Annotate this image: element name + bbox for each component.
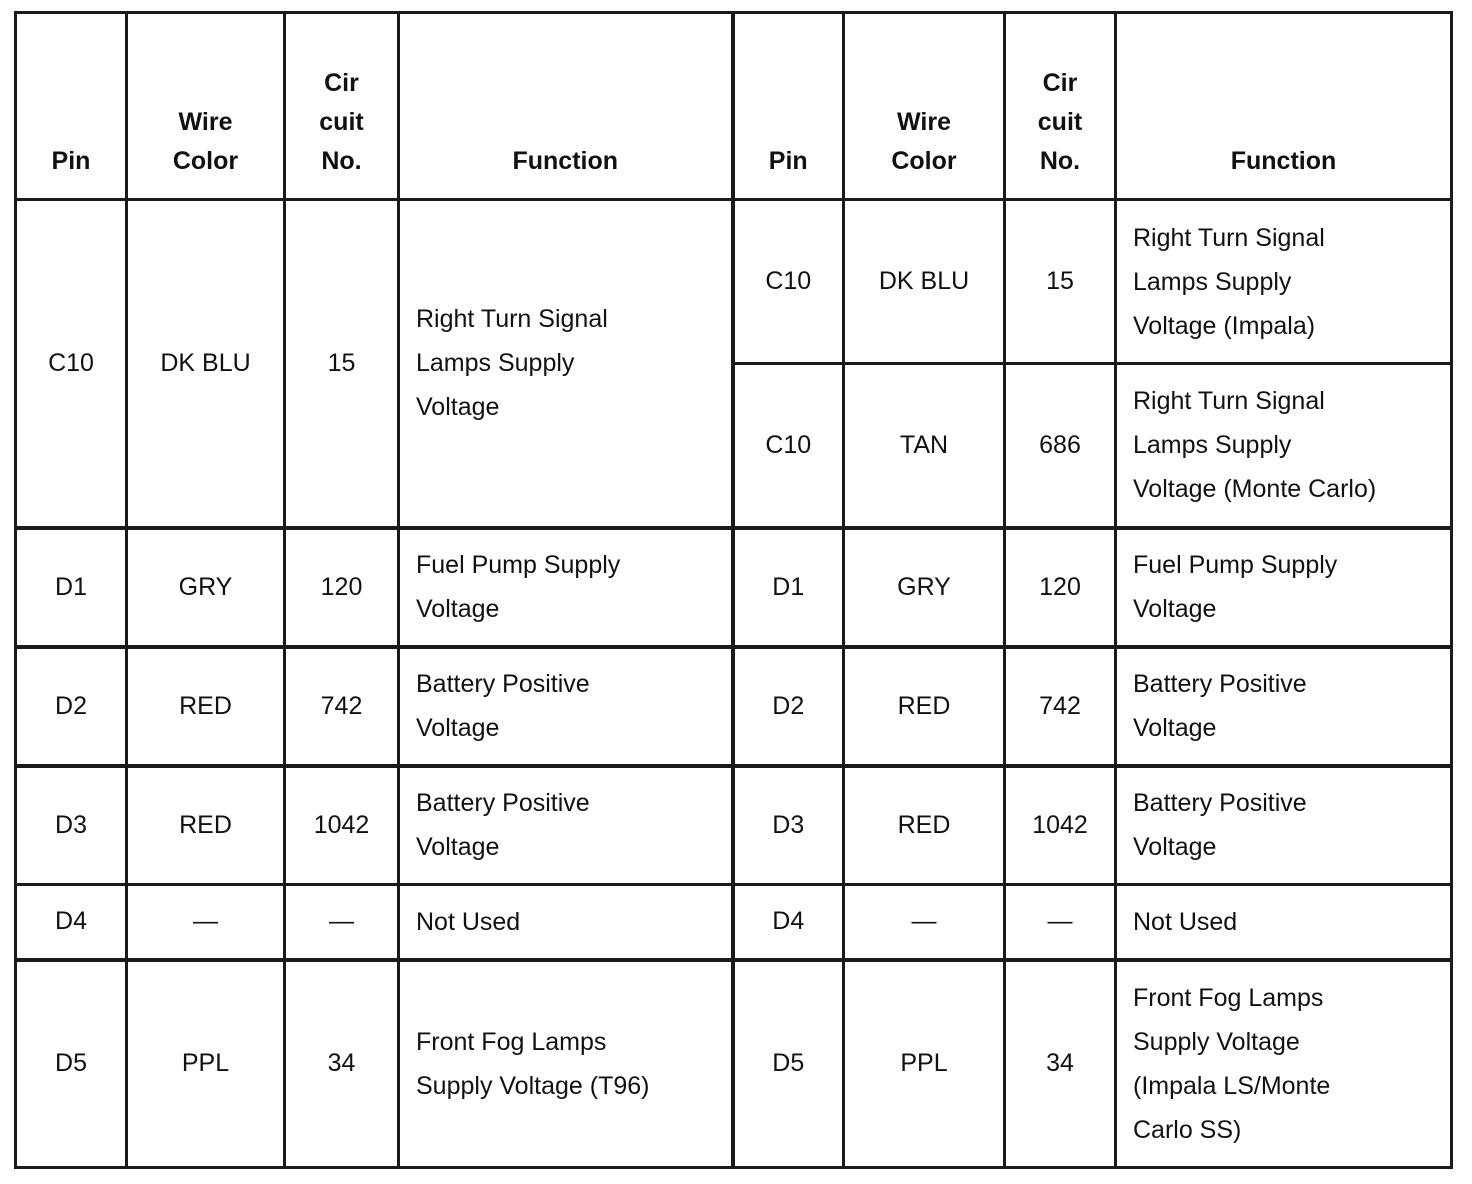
header-circuit-left: Cir cuit No.	[285, 13, 399, 200]
wire-color-cell: RED	[844, 766, 1005, 885]
header-function-left: Function	[399, 13, 733, 200]
circuit-cell: 1042	[285, 766, 399, 885]
function-cell: Battery Positive Voltage	[1116, 766, 1452, 885]
wire-color-cell: —	[844, 885, 1005, 960]
function-cell: Battery Positive Voltage	[399, 766, 733, 885]
table-row	[16, 647, 1452, 766]
header-function-right: Function	[1116, 13, 1452, 200]
function-cell: Right Turn Signal Lamps Supply Voltage (Monte Carlo)	[1116, 364, 1452, 528]
pin-cell: D4	[16, 885, 127, 960]
circuit-cell: 120	[285, 528, 399, 647]
function-cell: Fuel Pump Supply Voltage	[1116, 528, 1452, 647]
pin-cell: D4	[733, 885, 844, 960]
function-cell: Right Turn Signal Lamps Supply Voltage (Impala)	[1116, 200, 1452, 364]
pin-cell: D5	[16, 960, 127, 1168]
wire-color-cell: RED	[127, 766, 285, 885]
circuit-cell: 15	[285, 200, 399, 528]
header-wire-color-right: Wire Color	[844, 13, 1005, 200]
connector-pinout-table	[14, 11, 1453, 1169]
function-cell: Not Used	[1116, 885, 1452, 960]
circuit-cell: 120	[1005, 528, 1116, 647]
function-cell: Battery Positive Voltage	[1116, 647, 1452, 766]
circuit-cell: 742	[1005, 647, 1116, 766]
table-row	[16, 885, 1452, 960]
table-row	[16, 960, 1452, 1168]
circuit-cell: —	[285, 885, 399, 960]
wire-color-cell: DK BLU	[127, 200, 285, 528]
wire-color-cell: RED	[127, 647, 285, 766]
wire-color-cell: —	[127, 885, 285, 960]
header-row	[16, 13, 1452, 200]
function-cell: Not Used	[399, 885, 733, 960]
pin-cell: C10	[16, 200, 127, 528]
pin-cell: D3	[16, 766, 127, 885]
header-pin-left: Pin	[16, 13, 127, 200]
pin-cell: D2	[733, 647, 844, 766]
function-cell: Battery Positive Voltage	[399, 647, 733, 766]
wire-color-cell: RED	[844, 647, 1005, 766]
circuit-cell: 686	[1005, 364, 1116, 528]
header-pin-right: Pin	[733, 13, 844, 200]
circuit-cell: 742	[285, 647, 399, 766]
function-cell: Front Fog Lamps Supply Voltage (T96)	[399, 960, 733, 1168]
table-row	[16, 766, 1452, 885]
function-cell: Fuel Pump Supply Voltage	[399, 528, 733, 647]
wire-color-cell: GRY	[127, 528, 285, 647]
circuit-cell: 34	[285, 960, 399, 1168]
function-cell: Right Turn Signal Lamps Supply Voltage	[399, 200, 733, 528]
circuit-cell: 1042	[1005, 766, 1116, 885]
pin-cell: D1	[733, 528, 844, 647]
table-row	[16, 528, 1452, 647]
pin-cell: C10	[733, 364, 844, 528]
wire-color-cell: TAN	[844, 364, 1005, 528]
wire-color-cell: PPL	[844, 960, 1005, 1168]
circuit-cell: 15	[1005, 200, 1116, 364]
table-row	[16, 200, 1452, 364]
wire-color-cell: GRY	[844, 528, 1005, 647]
header-circuit-right: Cir cuit No.	[1005, 13, 1116, 200]
header-wire-color-left: Wire Color	[127, 13, 285, 200]
pin-cell: D3	[733, 766, 844, 885]
function-cell: Front Fog Lamps Supply Voltage (Impala LS/Monte Carlo SS)	[1116, 960, 1452, 1168]
pin-cell: D2	[16, 647, 127, 766]
pin-cell: D5	[733, 960, 844, 1168]
circuit-cell: 34	[1005, 960, 1116, 1168]
circuit-cell: —	[1005, 885, 1116, 960]
wire-color-cell: PPL	[127, 960, 285, 1168]
pin-cell: C10	[733, 200, 844, 364]
wire-color-cell: DK BLU	[844, 200, 1005, 364]
pin-cell: D1	[16, 528, 127, 647]
